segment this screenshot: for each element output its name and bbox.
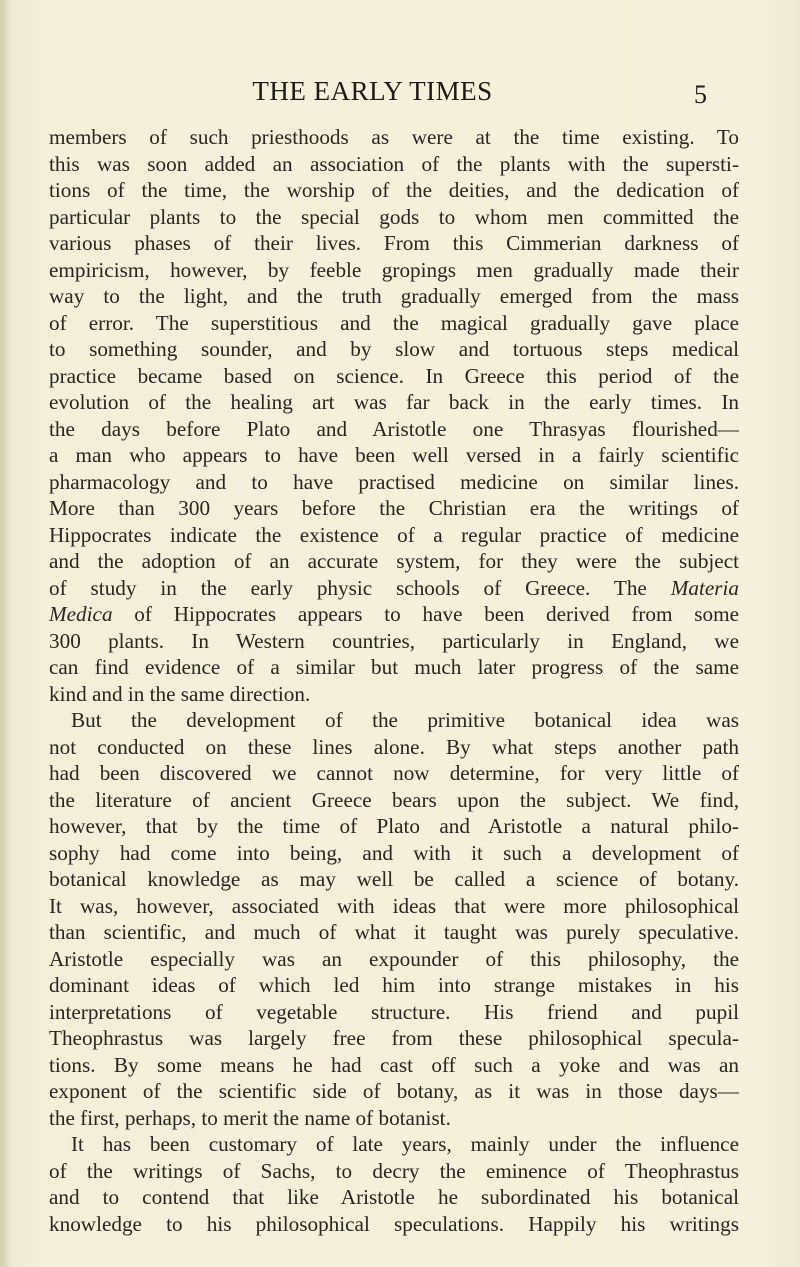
text-line: empiricism, however, by feeble gropings men gradually made their	[49, 257, 739, 282]
text-line: not conducted on these lines alone. By what steps another path	[49, 734, 739, 759]
text-line: kind and in the same direction.	[49, 681, 311, 706]
text-line-with-italic	[49, 601, 739, 628]
italic-term: Materia	[670, 575, 739, 600]
text-line: But the development of the primitive botanical idea was	[71, 708, 739, 732]
text-line: interpretations of vegetable structure. His friend and pupil	[49, 999, 739, 1024]
text-line: members of such priesthoods as were at the time existing. To	[49, 125, 739, 149]
text-line: exponent of the scientific side of botany, as it was in those days—	[49, 1079, 739, 1103]
text-fragment: of study in the early physic schools of Greece. The	[49, 575, 647, 600]
text-line: the days before Plato and Aristotle one Thrasyas flourished—	[49, 416, 739, 441]
text-line: tions. By some means he had cast off such a yoke and was an	[49, 1052, 739, 1077]
text-line: of the writings of Sachs, to decry the eminence of Theophrastus	[49, 1158, 739, 1183]
text-line: sophy had come into being, and with it such a development of	[49, 840, 739, 865]
text-line: practice became based on science. In Greece this period of the	[49, 363, 739, 388]
text-line-with-italic	[49, 575, 739, 602]
text-line: to something sounder, and by slow and tortuous steps medical	[49, 337, 739, 361]
text-line: however, that by the time of Plato and Aristotle a natural philo-	[49, 814, 739, 838]
gutter-shadow	[0, 0, 10, 1267]
text-line: a man who appears to have been well versed in a fairly scientific	[49, 443, 739, 467]
text-line: the first, perhaps, to merit the name of botanist.	[49, 1105, 451, 1130]
text-line: It has been customary of late years, mainly under the influence	[71, 1132, 739, 1156]
text-line: can find evidence of a similar but much later progress of the same	[49, 655, 739, 679]
text-line: knowledge to his philosophical speculations. Happily his writings	[49, 1211, 739, 1236]
text-line: botanical knowledge as may well be called a science of botany.	[49, 867, 739, 891]
text-line: this was soon added an association of the plants with the supersti-	[49, 151, 739, 176]
text-line: Theophrastus was largely free from these philosophical specula-	[49, 1026, 739, 1050]
text-line: particular plants to the special gods to whom men committed the	[49, 204, 739, 229]
text-line: It was, however, associated with ideas that were more philosophical	[49, 893, 739, 918]
text-line: and to contend that like Aristotle he subordinated his botanical	[49, 1185, 739, 1209]
page-number: 5	[694, 80, 707, 109]
italic-term-continued: Medica	[49, 602, 113, 626]
text-line: pharmacology and to have practised medicine on similar lines.	[49, 469, 739, 494]
text-line: and the adoption of an accurate system, for they were the subject	[49, 549, 739, 573]
body-text	[49, 124, 739, 1237]
text-line: tions of the time, the worship of the deities, and the dedication of	[49, 178, 739, 202]
text-line: Aristotle especially was an expounder of this philosophy, the	[49, 946, 739, 971]
text-line: 300 plants. In Western countries, particularly in England, we	[49, 628, 739, 653]
text-line: More than 300 years before the Christian era the writings of	[49, 496, 739, 520]
text-fragment: of Hippocrates appears to have been derived from some	[112, 602, 739, 626]
running-head	[0, 74, 800, 114]
text-line: Hippocrates indicate the existence of a regular practice of medicine	[49, 522, 739, 547]
text-line: way to the light, and the truth gradually emerged from the mass	[49, 284, 739, 308]
text-line: various phases of their lives. From this Cimmerian darkness of	[49, 231, 739, 255]
running-title: THE EARLY TIMES	[252, 76, 493, 106]
text-line: evolution of the healing art was far back in the early times. In	[49, 390, 739, 414]
text-line: of error. The superstitious and the magical gradually gave place	[49, 310, 739, 335]
text-line: the literature of ancient Greece bears upon the subject. We find,	[49, 787, 739, 812]
text-line: than scientific, and much of what it taught was purely speculative.	[49, 920, 739, 944]
text-line: had been discovered we cannot now determine, for very little of	[49, 761, 739, 785]
text-line: dominant ideas of which led him into strange mistakes in his	[49, 973, 739, 997]
